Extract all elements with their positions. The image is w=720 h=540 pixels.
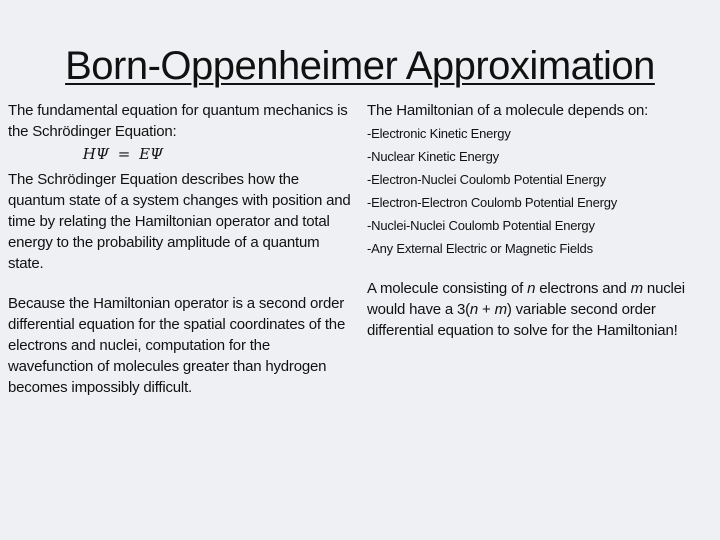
- list-item: -Nuclei-Nuclei Coulomb Potential Energy: [367, 218, 595, 233]
- list-item: -Nuclear Kinetic Energy: [367, 149, 499, 164]
- molecule-conclusion-text: A molecule consisting of n electrons and m nuclei would have a 3(n + m) variable second order differential equation to solve for the Hamiltonian!: [367, 280, 685, 339]
- hamiltonian-dependencies-list: [367, 122, 712, 260]
- slide-title: Born-Oppenheimer Approximation: [65, 44, 655, 88]
- list-item: -Electronic Kinetic Energy: [367, 126, 511, 141]
- list-item: -Any External Electric or Magnetic Fields: [367, 241, 593, 256]
- schrodinger-equation: HΨ = EΨ: [82, 145, 164, 163]
- list-item: -Electron-Nuclei Coulomb Potential Energy: [367, 172, 606, 187]
- list-item: -Electron-Electron Coulomb Potential Energy: [367, 195, 618, 210]
- left-column: [8, 100, 353, 398]
- hamiltonian-heading: The Hamiltonian of a molecule depends on:: [367, 102, 649, 119]
- hamiltonian-difficulty-text: Because the Hamiltonian operator is a second order differential equation for the spatial coordinates of the electrons and nuclei, computation for the wavefunction of molecules greater than hydrogen becomes impossibly difficult.: [8, 295, 346, 396]
- intro-text: The fundamental equation for quantum mechanics is the Schrödinger Equation:: [8, 102, 348, 140]
- right-column: [367, 100, 712, 341]
- schrodinger-description: The Schrödinger Equation describes how the quantum state of a system changes with position and time by relating the Hamiltonian operator and total energy to the probability amplitude of a quantum state.: [8, 171, 351, 272]
